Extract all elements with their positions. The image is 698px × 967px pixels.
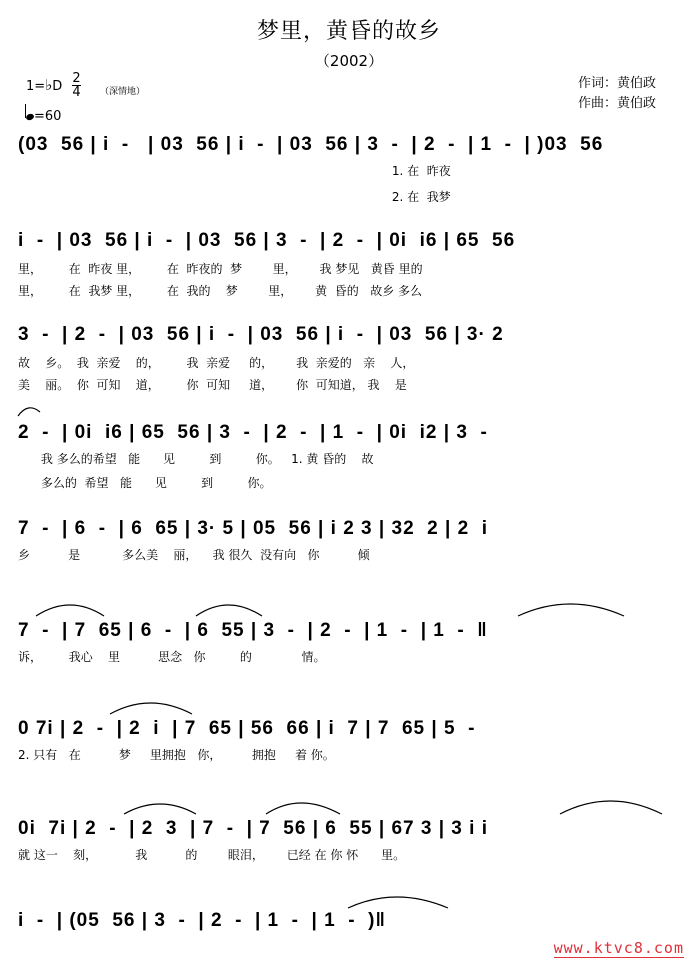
key-prefix: 1= bbox=[26, 79, 46, 94]
meter-bottom: 4 bbox=[72, 85, 81, 100]
tempo-value: =60 bbox=[34, 109, 62, 124]
lyric-line: 1. 在 昨夜 bbox=[18, 164, 451, 178]
notation-line: 2 - | 0i i6 | 65 56 | 3 - | 2 - | 1 - | 0i i2 | 3 - bbox=[18, 422, 488, 443]
lyric-line: 故 乡。 我 亲爱 的， 我 亲爱 的， 我 亲爱的 亲 人， bbox=[18, 356, 415, 370]
credits bbox=[578, 74, 656, 114]
key-note: D bbox=[52, 79, 63, 94]
notation-line: (03 56 | i - | 03 56 | i - | 03 56 | 3 - | 2 - | 1 - | )03 56 bbox=[18, 134, 604, 155]
notation-line: i - | (05 56 | 3 - | 2 - | 1 - | 1 - )‖ bbox=[18, 910, 386, 931]
page-title: 梦里，黄昏的故乡 bbox=[256, 19, 441, 44]
notation-line: 0 7i | 2 - | 2 i | 7 65 | 56 66 | i 7 | 7 65 | 5 - bbox=[18, 718, 476, 739]
year-label: （2002） bbox=[314, 52, 384, 70]
notation-line: 3 - | 2 - | 03 56 | i - | 03 56 | i - | 03 56 | 3· 2 bbox=[18, 324, 504, 345]
lyric-line: 2. 只有 在 梦 里拥抱 你， 拥抱 着 你。 bbox=[18, 748, 335, 762]
lyric-line: 诉， 我心 里 思念 你 的 情。 bbox=[18, 650, 326, 664]
composer-credit: 作曲：黄伯政 bbox=[577, 96, 656, 111]
lyric-line: 2. 在 我梦 bbox=[18, 190, 451, 204]
notation-line: 7 - | 7 65 | 6 - | 6 55 | 3 - | 2 - | 1 - | 1 - ‖ bbox=[18, 620, 488, 641]
lyric-line: 里， 在 昨夜 里， 在 昨夜的 梦 里， 我 梦见 黄昏 里的 bbox=[18, 262, 423, 276]
notation-line: i - | 03 56 | i - | 03 56 | 3 - | 2 - | 0i i6 | 65 56 bbox=[18, 230, 516, 251]
lyric-line: 我 多么的希望 能 见 到 你。 1. 黄 昏的 故 bbox=[18, 452, 374, 466]
notation-line: 0i 7i | 2 - | 2 3 | 7 - | 7 56 | 6 55 | 67 3 | 3 i i bbox=[18, 818, 488, 839]
key-signature bbox=[26, 76, 62, 94]
meter-top: 2 bbox=[72, 71, 81, 86]
expression-mark: （深情地） bbox=[100, 87, 146, 97]
lyric-line: 乡 是 多么美 丽， 我 很久 没有向 你 倾 bbox=[18, 548, 370, 562]
watermark bbox=[554, 939, 684, 957]
notation-line: 7 - | 6 - | 6 65 | 3· 5 | 05 56 | i 2 3 | 32 2 | 2 i bbox=[18, 518, 489, 539]
tempo-mark bbox=[26, 104, 61, 124]
lyric-line: 美 丽。 你 可知 道， 你 可知 道， 你 可知道， 我 是 bbox=[18, 378, 407, 392]
watermark-text: www.ktvc8.com bbox=[553, 939, 684, 957]
lyric-line: 多么的 希望 能 见 到 你。 bbox=[18, 476, 272, 490]
lyricist-credit: 作词：黄伯政 bbox=[577, 76, 656, 91]
time-signature bbox=[72, 72, 81, 99]
lyric-line: 就 这一 刻， 我 的 眼泪， 已经 在 你 怀 里。 bbox=[18, 848, 406, 862]
flat-icon: ♭ bbox=[45, 76, 53, 94]
lyric-line: 里， 在 我梦 里， 在 我的 梦 里， 黄 昏的 故乡 多么 bbox=[18, 284, 423, 298]
